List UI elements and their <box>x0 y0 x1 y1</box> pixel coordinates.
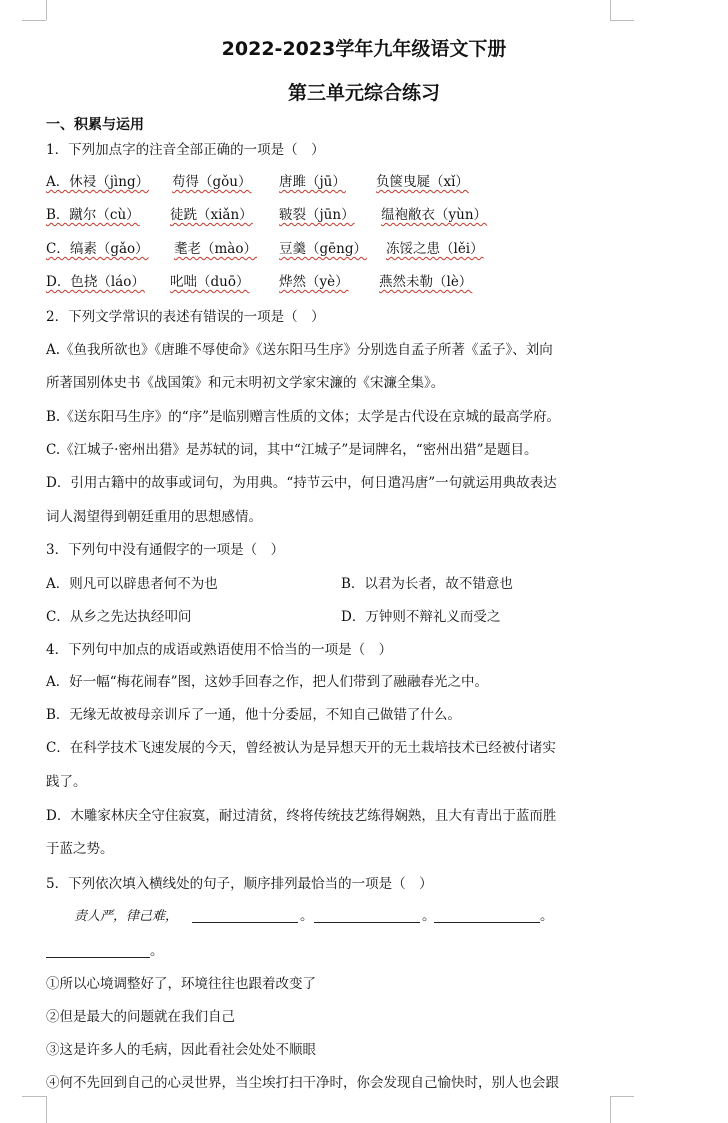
q1-option-d-3: 烨然（yè） <box>279 274 349 290</box>
q4-option-c-line2: 践了。 <box>46 774 87 790</box>
q1-option-d-4: 燕然未勒（lè） <box>379 274 473 290</box>
q5-period-2: 。 <box>422 908 436 924</box>
q5-blank-1 <box>192 922 298 923</box>
q2-option-d-line1: D．引用古籍中的故事或词句，为用典。“持节云中，何日遣冯唐”一句就运用典故表达 <box>46 475 557 491</box>
question-1-stem: 1．下列加点字的注音全部正确的一项是（ ） <box>46 142 325 158</box>
q5-item-2: ②但是最大的问题就在我们自己 <box>46 1009 235 1025</box>
q2-option-b: B.《送东阳马生序》的“序”是临别赠言性质的文体；太学是古代设在京城的最高学府。 <box>46 409 561 425</box>
document-title: 2022-2023学年九年级语文下册 <box>221 38 507 60</box>
q5-item-1: ①所以心境调整好了，环境往往也跟着改变了 <box>46 976 316 992</box>
q2-option-c: C.《江城子·密州出猎》是苏轼的词，其中“江城子”是词牌名，“密州出猎”是题目。 <box>46 442 538 458</box>
q2-option-d-line2: 词人渴望得到朝廷重用的思想感情。 <box>46 509 262 525</box>
q4-option-d-line2: 于蓝之势。 <box>46 841 114 857</box>
q4-option-a: A．好一幅“梅花闹春”图，这妙手回春之作，把人们带到了融融春光之中。 <box>46 674 489 690</box>
question-5-stem: 5．下列依次填入横线处的句子，顺序排列最恰当的一项是（ ） <box>46 876 433 892</box>
question-3-stem: 3．下列句中没有通假字的一项是（ ） <box>46 542 285 558</box>
q3-option-c: C．从乡之先达执经叩问 <box>46 609 192 625</box>
q5-blank-4 <box>46 957 150 958</box>
q1-option-a-1: A．休祲（jìng） <box>46 174 150 190</box>
section-heading: 一、积累与运用 <box>46 117 144 133</box>
q5-blank-2 <box>314 922 420 923</box>
q4-option-b: B．无缘无故被母亲训斥了一通，他十分委屈，不知自己做错了什么。 <box>46 707 461 723</box>
crop-mark-br-h <box>610 1096 634 1097</box>
q1-option-d-2: 叱咄（duō） <box>170 274 250 290</box>
q1-option-b-3: 皲裂（jūn） <box>279 207 355 223</box>
q1-option-c-1: C．缟素（gǎo） <box>46 241 149 257</box>
crop-mark-tl-v <box>46 0 47 20</box>
q5-period-4: 。 <box>150 943 164 959</box>
crop-mark-br-v <box>610 1096 611 1123</box>
question-2-stem: 2．下列文学常识的表述有错误的一项是（ ） <box>46 309 325 325</box>
q3-option-b: B．以君为长者，故不错意也 <box>341 576 513 592</box>
q3-option-d: D．万钟则不辩礼义而受之 <box>341 609 501 625</box>
q5-item-3: ③这是许多人的毛病，因此看社会处处不顺眼 <box>46 1042 316 1058</box>
q1-option-b-2: 徒跣（xiǎn） <box>170 207 253 223</box>
q1-option-c-2: 耄老（mào） <box>174 241 257 257</box>
q1-option-b-1: B．蹴尔（cù） <box>46 207 140 223</box>
q1-option-c-4: 冻馁之患（lěi） <box>386 241 484 257</box>
q1-option-a-4: 负箧曳屣（xǐ） <box>376 174 469 190</box>
q1-option-a-3: 唐雎（jū） <box>279 174 346 190</box>
q2-option-a-line2: 所著国别体史书《战国策》和元末明初文学家宋濂的《宋濂全集》。 <box>46 375 445 391</box>
q1-option-d-1: D．色挠（láo） <box>46 274 145 290</box>
q5-handwritten-prompt: 责人严，律己难， <box>74 909 179 924</box>
q5-period-1: 。 <box>300 908 314 924</box>
document-subtitle: 第三单元综合练习 <box>287 82 440 104</box>
question-4-stem: 4．下列句中加点的成语或熟语使用不恰当的一项是（ ） <box>46 642 393 658</box>
q4-option-d-line1: D．木雕家林庆全守住寂寞，耐过清贫，终将传统技艺练得娴熟，且大有青出于蓝而胜 <box>46 808 557 824</box>
crop-mark-bl-h <box>22 1096 46 1097</box>
q1-option-c-3: 豆羹（gēng） <box>279 241 367 257</box>
q1-option-a-2: 苟得（gǒu） <box>172 174 252 190</box>
q3-option-a: A．则凡可以辟患者何不为也 <box>46 576 218 592</box>
q2-option-a-line1: A.《鱼我所欲也》《唐雎不辱使命》《送东阳马生序》分别选自孟子所著《孟子》、刘向 <box>46 342 553 358</box>
q4-option-c-line1: C．在科学技术飞速发展的今天，曾经被认为是异想天开的无土栽培技术已经被付诸实 <box>46 740 556 756</box>
crop-mark-bl-v <box>46 1096 47 1123</box>
q5-period-3: 。 <box>540 908 554 924</box>
crop-mark-tr-h <box>610 20 634 21</box>
q5-item-4: ④何不先回到自己的心灵世界，当尘埃打扫干净时，你会发现自己愉快时，别人也会跟 <box>46 1075 559 1091</box>
crop-mark-tl-h <box>22 20 46 21</box>
q1-option-b-4: 缊袍敝衣（yùn） <box>381 207 488 223</box>
crop-mark-tr-v <box>610 0 611 20</box>
q5-blank-3 <box>434 922 540 923</box>
